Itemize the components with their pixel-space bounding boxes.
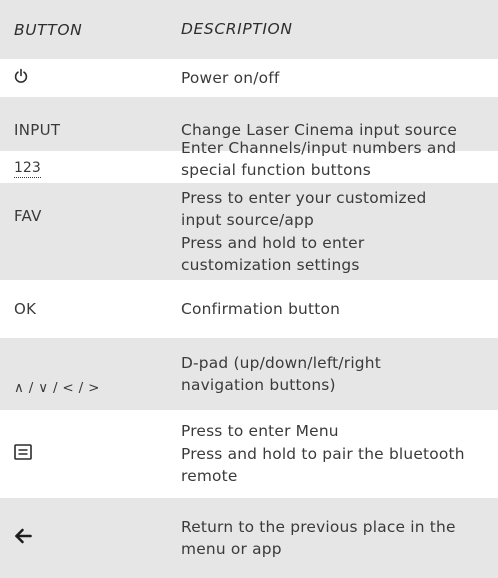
description-cell xyxy=(181,137,498,182)
description-line: navigation buttons) xyxy=(181,376,336,394)
description-line: menu or app xyxy=(181,540,282,558)
table-header xyxy=(0,0,498,59)
back-arrow-icon xyxy=(14,528,32,548)
button-cell: ∧ / ∨ / < / > xyxy=(14,380,100,396)
header-button: BUTTON xyxy=(14,20,83,39)
description-line: Press to enter your customized xyxy=(181,188,427,207)
table-row-dpad xyxy=(0,338,498,410)
description-line: Press to enter Menu xyxy=(181,422,339,441)
button-cell: OK xyxy=(14,300,37,318)
description-cell xyxy=(181,420,498,488)
description-line: special function buttons xyxy=(181,161,371,179)
description-line: Press and hold to enter xyxy=(181,233,365,252)
button-cell: INPUT xyxy=(14,121,61,139)
description-cell xyxy=(181,67,498,90)
button-cell: FAV xyxy=(14,207,42,225)
menu-icon xyxy=(14,444,32,464)
description-line: customization settings xyxy=(181,256,360,274)
description-line: Change Laser Cinema input source xyxy=(181,120,458,139)
power-icon xyxy=(14,68,28,88)
button-cell xyxy=(0,68,181,88)
description-line: Power on/off xyxy=(181,68,280,87)
table-row-back xyxy=(0,498,498,578)
button-cell xyxy=(0,444,181,464)
button-cell xyxy=(0,528,181,548)
description-cell xyxy=(181,187,498,277)
description-line: Return to the previous place in the xyxy=(181,517,456,536)
table-row-menu xyxy=(0,410,498,498)
description-line: D-pad (up/down/left/right xyxy=(181,353,381,372)
table-row-123 xyxy=(0,139,498,183)
header-description: DESCRIPTION xyxy=(181,20,293,39)
description-cell xyxy=(181,298,498,321)
description-line: Enter Channels/input numbers and xyxy=(181,138,457,157)
description-line: Confirmation button xyxy=(181,299,341,318)
table-row-power xyxy=(0,59,498,97)
description-line: remote xyxy=(181,467,238,486)
description-cell xyxy=(181,352,498,397)
description-line: input source/app xyxy=(181,211,314,229)
description-cell xyxy=(181,516,498,561)
description-line: Press and hold to pair the bluetooth xyxy=(181,444,465,463)
button-cell xyxy=(0,142,181,176)
table-row-ok xyxy=(0,280,498,338)
numbers-label: 123 xyxy=(14,160,41,176)
table-row-fav xyxy=(0,183,498,280)
